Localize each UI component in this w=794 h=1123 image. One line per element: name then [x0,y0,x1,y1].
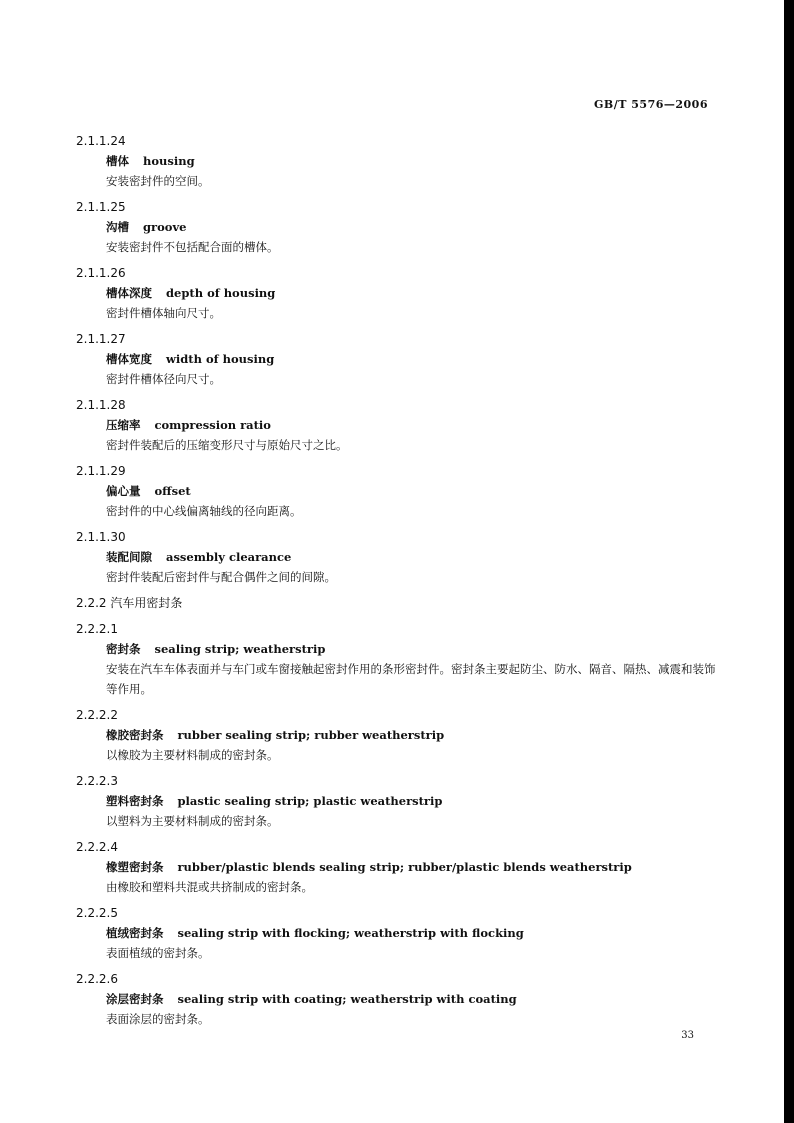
term-heading [76,547,716,567]
term-heading [76,217,716,237]
term-entry [76,903,716,963]
term-number: 2.1.1.30 [76,530,126,544]
section-heading [76,593,716,613]
term-chinese: 装配间隙 [106,550,152,564]
term-heading [76,989,716,1009]
term-heading [76,283,716,303]
term-heading [76,791,716,811]
term-heading [76,857,716,877]
page-number: 33 [681,1030,694,1041]
term-english: width of housing [166,352,275,366]
term-number: 2.1.1.29 [76,464,126,478]
term-chinese: 压缩率 [106,418,141,432]
term-english: assembly clearance [166,550,292,564]
term-definition: 安装密封件的空间。 [106,174,210,188]
term-entry [76,969,716,1029]
term-definition: 密封件装配后密封件与配合偶件之间的间隙。 [106,570,336,584]
term-number: 2.1.1.25 [76,200,126,214]
term-entry [76,131,716,191]
term-number: 2.1.1.24 [76,134,126,148]
term-number: 2.2.2.5 [76,906,118,920]
term-english: rubber/plastic blends sealing strip; rubber/plastic blends weatherstrip [177,860,632,874]
term-english: sealing strip; weatherstrip [154,642,326,656]
term-heading [76,349,716,369]
term-english: offset [154,484,191,498]
term-chinese: 塑料密封条 [106,794,164,808]
term-chinese: 槽体深度 [106,286,152,300]
standard-code-header: GB/T 5576—2006 [594,98,708,111]
term-definition: 安装密封件不包括配合面的槽体。 [106,240,279,254]
term-chinese: 橡塑密封条 [106,860,164,874]
term-definition: 安装在汽车车体表面并与车门或车窗接触起密封作用的条形密封件。密封条主要起防尘、防水、隔音、隔热、减震和装饰等作用。 [106,662,716,696]
term-number: 2.2.2.2 [76,708,118,722]
term-entry [76,461,716,521]
term-entry [76,705,716,765]
term-entry [76,619,716,699]
term-english: rubber sealing strip; rubber weatherstrip [177,728,445,742]
term-definition: 由橡胶和塑料共混或共挤制成的密封条。 [106,880,313,894]
term-heading [76,415,716,435]
term-number: 2.1.1.26 [76,266,126,280]
term-english: sealing strip with coating; weatherstrip with coating [177,992,517,1006]
term-english: compression ratio [154,418,271,432]
term-chinese: 橡胶密封条 [106,728,164,742]
term-number: 2.2.2.1 [76,622,118,636]
term-definition: 密封件槽体轴向尺寸。 [106,306,221,320]
term-chinese: 槽体宽度 [106,352,152,366]
term-entry [76,197,716,257]
term-definition: 密封件装配后的压缩变形尺寸与原始尺寸之比。 [106,438,348,452]
term-heading [76,923,716,943]
term-chinese: 涂层密封条 [106,992,164,1006]
term-chinese: 偏心量 [106,484,141,498]
section-title: 2.2.2 汽车用密封条 [76,596,183,610]
term-heading [76,151,716,171]
term-number: 2.2.2.6 [76,972,118,986]
term-english: plastic sealing strip; plastic weatherstrip [177,794,443,808]
term-chinese: 植绒密封条 [106,926,164,940]
term-number: 2.1.1.27 [76,332,126,346]
term-english: depth of housing [166,286,276,300]
term-number: 2.2.2.3 [76,774,118,788]
term-heading [76,725,716,745]
term-entry [76,837,716,897]
term-english: groove [143,220,187,234]
term-heading [76,639,716,659]
term-english: sealing strip with flocking; weatherstrip with flocking [177,926,524,940]
term-entry [76,329,716,389]
term-number: 2.1.1.28 [76,398,126,412]
term-entry [76,527,716,587]
term-list [76,131,716,1035]
term-english: housing [143,154,195,168]
term-chinese: 密封条 [106,642,141,656]
term-number: 2.2.2.4 [76,840,118,854]
term-definition: 密封件槽体径向尺寸。 [106,372,221,386]
term-entry [76,395,716,455]
term-definition: 密封件的中心线偏离轴线的径向距离。 [106,504,302,518]
term-definition: 以橡胶为主要材料制成的密封条。 [106,748,279,762]
term-definition: 以塑料为主要材料制成的密封条。 [106,814,279,828]
term-entry [76,771,716,831]
term-chinese: 槽体 [106,154,129,168]
term-definition: 表面植绒的密封条。 [106,946,210,960]
term-chinese: 沟槽 [106,220,129,234]
page-edge-bar [784,0,794,1123]
term-definition: 表面涂层的密封条。 [106,1012,210,1026]
term-heading [76,481,716,501]
term-entry [76,263,716,323]
